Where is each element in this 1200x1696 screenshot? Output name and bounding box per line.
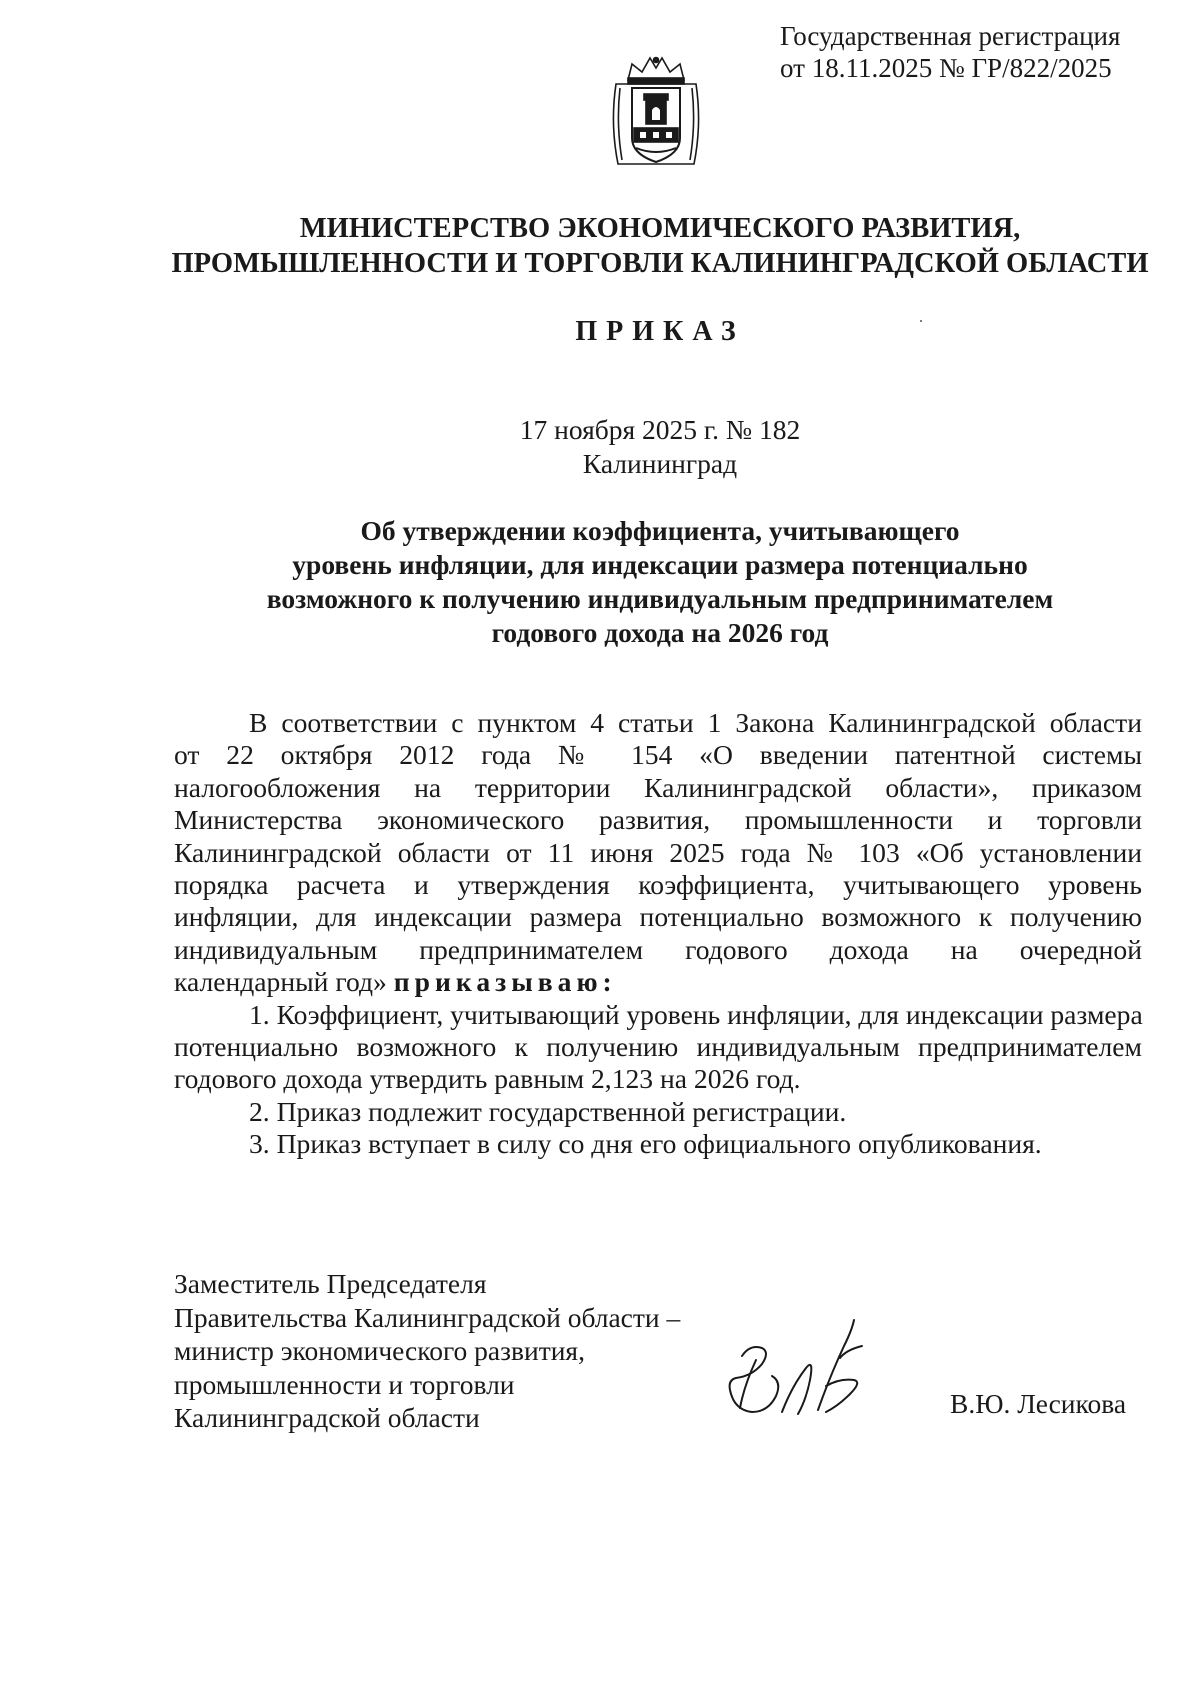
registration-stamp: [780, 20, 1120, 84]
signatory-name: В.Ю. Лесикова: [950, 1388, 1127, 1419]
registration-line-1: Государственная регистрация: [780, 21, 1121, 51]
title-line: годового дохода на 2026 год: [491, 617, 829, 648]
scan-speck: [920, 320, 922, 322]
order-city: Калининград: [582, 448, 738, 479]
signatory-position: [174, 1267, 680, 1435]
ministry-name-line-2: ПРОМЫШЛЕННОСТИ И ТОРГОВЛИ КАЛИНИНГРАДСКОЙ ОБЛАСТИ: [171, 248, 1149, 279]
preamble-line: налогообложения на территории Калининградской области», приказом: [174, 771, 1142, 803]
preamble-line: В соответствии с пунктом 4 статьи 1 Закона Калининградской области: [249, 707, 1142, 738]
preamble-ending: календарный год»: [174, 966, 387, 998]
preamble-line: индивидуальным предпринимателем годового дохода на очередной: [174, 933, 1142, 965]
title-line: уровень инфляции, для индексации размера потенциально: [292, 549, 1028, 580]
preamble-line: порядка расчета и утверждения коэффициента, учитывающего уровень: [174, 869, 1142, 901]
document-type: ПРИКАЗ: [575, 316, 745, 347]
item-1-line: потенциально возможного к получению индивидуальным предпринимателем: [174, 1031, 1142, 1063]
preamble-line: Министерства экономического развития, промышленности и торговли: [174, 804, 1142, 836]
position-line: Калининградской области: [174, 1402, 480, 1434]
order-body: [174, 707, 1142, 1161]
handwritten-signature: [722, 1316, 882, 1426]
title-line: возможного к получению индивидуальным предпринимателем: [266, 583, 1054, 614]
preamble-last-line: [174, 966, 1142, 998]
preamble-line: от 22 октября 2012 года № 154 «О введении патентной системы: [174, 739, 1142, 771]
position-line: промышленности и торговли: [174, 1368, 515, 1400]
order-title: [170, 514, 1150, 650]
registration-line-2: от 18.11.2025 № ГР/822/2025: [780, 53, 1112, 83]
position-line: министр экономического развития,: [174, 1335, 585, 1367]
preamble-line: инфляции, для индексации размера потенциально возможного к получению: [174, 901, 1142, 933]
item-2: 2. Приказ подлежит государственной регистрации.: [249, 1095, 847, 1127]
order-verb: приказываю:: [393, 966, 617, 998]
item-3: 3. Приказ вступает в силу со дня его официального опубликования.: [249, 1128, 1042, 1160]
item-1-last-line: годового дохода утвердить равным 2,123 на 2026 год.: [174, 1063, 801, 1095]
item-1-line: 1. Коэффициент, учитывающий уровень инфляции, для индексации размера: [249, 998, 1143, 1030]
position-line: Заместитель Председателя: [174, 1268, 487, 1299]
ministry-name-line-1: МИНИСТЕРСТВО ЭКОНОМИЧЕСКОГО РАЗВИТИЯ,: [299, 213, 1021, 244]
coat-of-arms-icon: [606, 54, 706, 176]
position-line: Правительства Калининградской области –: [174, 1301, 681, 1333]
title-line: Об утверждении коэффициента, учитывающего: [360, 515, 960, 546]
order-date-number: 17 ноября 2025 г. № 182: [519, 414, 801, 445]
preamble-line: Калининградской области от 11 июня 2025 года № 103 «Об установлении: [174, 836, 1142, 868]
